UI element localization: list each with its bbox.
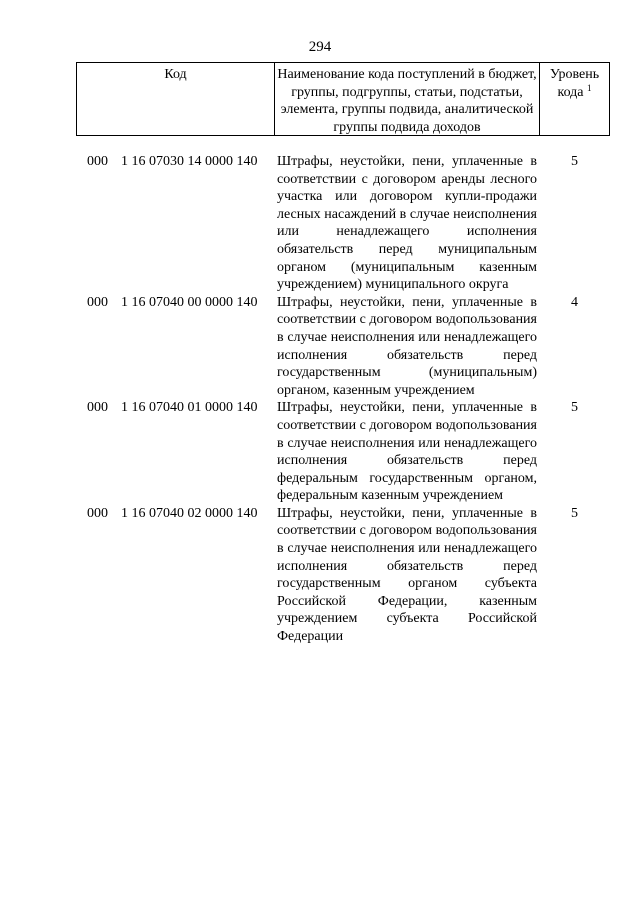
row-name: Штрафы, неустойки, пени, уплаченные в соответствии с договором водопользования в случае неисполнения или ненадлежащего исполнения обязательств перед государственным (муниципальным) органом, казенным учреждением bbox=[277, 294, 537, 398]
table-row bbox=[76, 294, 610, 400]
header-name: Наименование кода поступлений в бюджет, группы, подгруппы, статьи, подстатьи, элемента, группы подвида, аналитической группы подвида доходов bbox=[275, 63, 540, 135]
row-admin-code: 000 bbox=[87, 400, 108, 416]
table-body bbox=[76, 136, 610, 646]
row-revenue-code: 1 16 07040 00 0000 140 bbox=[121, 294, 258, 310]
revenue-codes-table bbox=[76, 62, 610, 646]
row-level: 4 bbox=[571, 294, 578, 310]
row-name: Штрафы, неустойки, пени, уплаченные в соответствии с договором аренды лесного участка или договором купли-продажи лесных насаждений в случае неисполнения или ненадлежащего исполнения обязательств перед муниципальным органом (муниципальным казенным учреждением) муниципального округа bbox=[277, 154, 537, 293]
row-admin-code: 000 bbox=[87, 505, 108, 521]
row-name: Штрафы, неустойки, пени, уплаченные в соответствии с договором водопользования в случае неисполнения или ненадлежащего исполнения обязательств перед государственным органом субъекта Российской Федерации, казенным учреждением субъекта Российской Федерации bbox=[277, 505, 537, 645]
header-code: Код bbox=[77, 63, 275, 135]
row-admin-code: 000 bbox=[87, 294, 108, 310]
row-name: Штрафы, неустойки, пени, уплаченные в соответствии с договором водопользования в случае неисполнения или ненадлежащего исполнения обязательств перед федеральным государственным органом, федеральным казенным учреждением bbox=[277, 400, 537, 504]
header-level-label: Уровень кода bbox=[549, 67, 600, 100]
header-level-footnote: 1 bbox=[587, 82, 592, 93]
table-row bbox=[76, 399, 610, 505]
row-level: 5 bbox=[571, 505, 578, 521]
row-level: 5 bbox=[571, 154, 578, 169]
row-revenue-code: 1 16 07040 01 0000 140 bbox=[121, 400, 258, 416]
row-revenue-code: 1 16 07040 02 0000 140 bbox=[121, 505, 258, 521]
page-number: 294 bbox=[308, 39, 332, 55]
row-admin-code: 000 bbox=[87, 154, 108, 169]
row-level: 5 bbox=[571, 400, 578, 416]
table-row bbox=[76, 153, 610, 294]
table-row bbox=[76, 505, 610, 646]
table-header bbox=[76, 62, 610, 136]
row-revenue-code: 1 16 07030 14 0000 140 bbox=[121, 154, 258, 169]
header-level bbox=[540, 63, 609, 135]
